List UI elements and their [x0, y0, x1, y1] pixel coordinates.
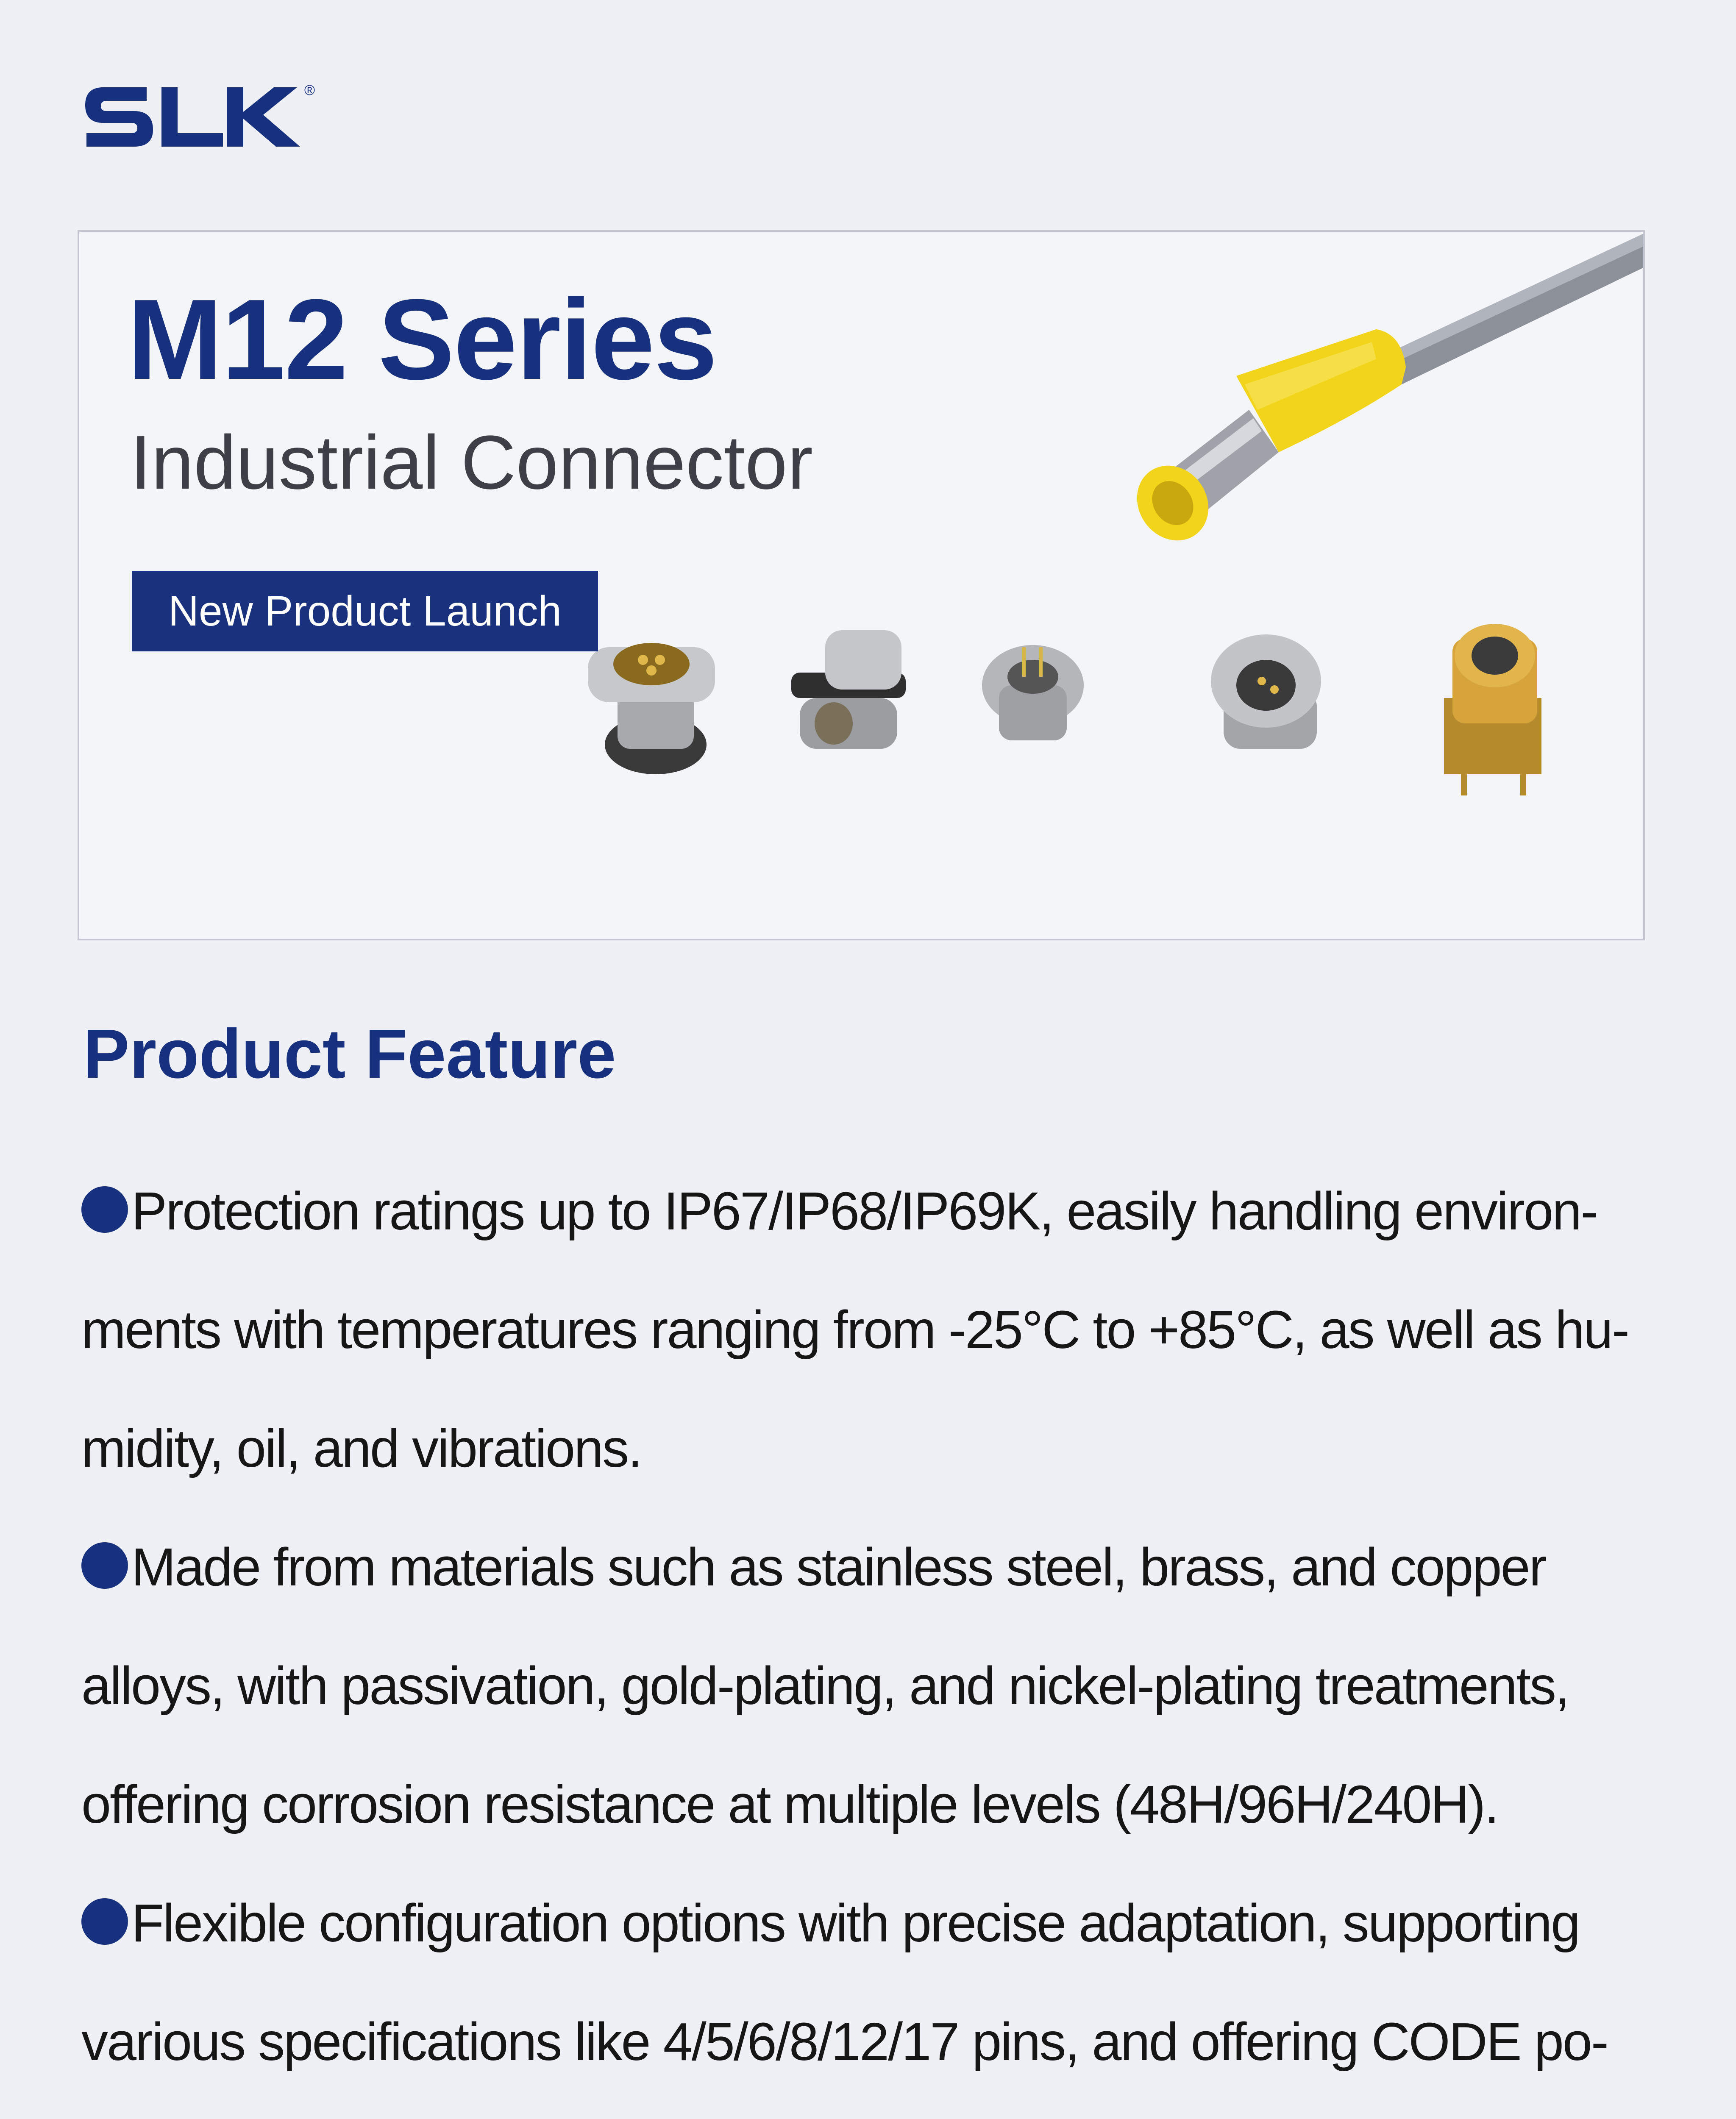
panel-connector-icon [588, 643, 715, 774]
flange-connector-icon [1211, 634, 1321, 749]
feature-text [81, 2101, 1658, 2119]
pcb-connector-icon [1444, 624, 1541, 795]
feature-text: ments with temperatures ranging from -25°C to +85°C, as well as hu- [81, 1300, 1628, 1360]
feature-text: various specifications like 4/5/6/8/12/17 pins, and offering CODE po- [81, 2012, 1608, 2072]
hero-title: M12 Series [127, 276, 717, 403]
feature-text: Made from materials such as stainless steel, brass, and copper [131, 1537, 1546, 1597]
registered-mark: ® [304, 82, 315, 98]
new-product-badge: New Product Launch [132, 571, 598, 651]
feature-item [81, 1864, 1658, 2119]
feature-text: Protection ratings up to IP67/IP68/IP69K, easily handling environ- [131, 1181, 1597, 1241]
feature-list [81, 1152, 1658, 2119]
hero-banner [78, 230, 1645, 940]
feature-section-title: Product Feature [83, 1015, 616, 1093]
cable-connector-icon [1123, 232, 1645, 554]
feature-text: Flexible configuration options with precise adaptation, supporting [131, 1893, 1580, 1953]
feature-item [81, 1152, 1658, 1508]
bullet-icon [81, 1186, 128, 1233]
pin-connector-icon [982, 645, 1084, 740]
slk-logo [83, 70, 329, 155]
feature-text: midity, oil, and vibrations. [81, 1418, 642, 1478]
hero-subtitle: Industrial Connector [130, 420, 813, 505]
bullet-icon [81, 1898, 128, 1945]
feature-text: alloys, with passivation, gold-plating, and nickel-plating treatments, [81, 1656, 1569, 1716]
bullet-icon [81, 1542, 128, 1589]
feature-text: offering corrosion resistance at multiple levels (48H/96H/240H). [81, 1774, 1498, 1834]
bulkhead-connector-icon [791, 630, 906, 749]
feature-item [81, 1508, 1658, 1864]
